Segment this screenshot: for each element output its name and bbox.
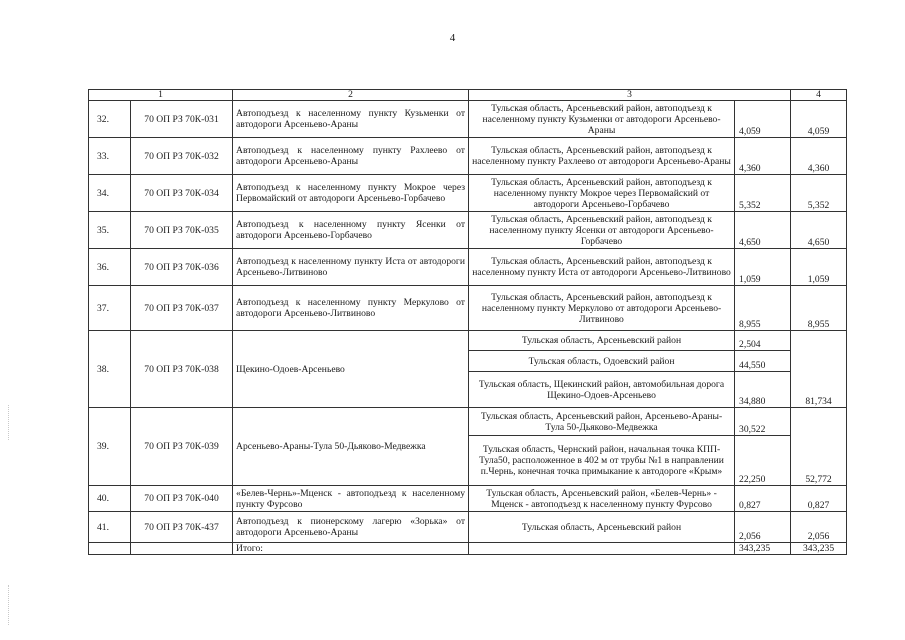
road-location: Тульская область, Арсеньевский район, «Белев-Чернь» - Мценск - автоподъезд к населенному пункту Фурсово (469, 486, 735, 512)
road-total-length: 0,827 (791, 486, 847, 512)
road-total-length: 4,360 (791, 138, 847, 175)
segment-length: 30,522 (735, 408, 791, 436)
segment-length: 44,550 (735, 351, 791, 372)
segment-length: 4,650 (735, 212, 791, 249)
table-row (89, 331, 847, 351)
table-row (89, 175, 847, 212)
column-header: 1 (89, 90, 233, 101)
total-road-sum: 343,235 (791, 543, 847, 555)
row-number: 32. (89, 101, 131, 138)
table-header-row (89, 90, 847, 101)
row-number: 34. (89, 175, 131, 212)
road-location: Тульская область, Арсеньевский район (469, 512, 735, 543)
segment-length: 34,880 (735, 372, 791, 408)
road-location: Тульская область, Одоевский район (469, 351, 735, 372)
road-name: Автоподъезд к населенному пункту Рахлеево от автодороги Арсеньево-Араны (233, 138, 469, 175)
road-name: Автоподъезд к пионерскому лагерю «Зорька» от автодороги Арсеньево-Араны (233, 512, 469, 543)
segment-length: 4,059 (735, 101, 791, 138)
total-label: Итого: (233, 543, 469, 555)
road-code: 70 ОП РЗ 70К-034 (131, 175, 233, 212)
row-number: 35. (89, 212, 131, 249)
row-number: 36. (89, 249, 131, 286)
total-empty-cell (89, 543, 131, 555)
segment-length: 5,352 (735, 175, 791, 212)
row-number: 37. (89, 286, 131, 331)
road-name: Автоподъезд к населенному пункту Меркулово от автодороги Арсеньево-Литвиново (233, 286, 469, 331)
road-location: Тульская область, Арсеньевский район, автоподъезд к населенному пункту Иста от автодороги Арсеньево-Литвиново (469, 249, 735, 286)
row-number: 39. (89, 408, 131, 486)
road-location: Тульская область, Арсеньевский район, автоподъезд к населенному пункту Ясенки от автодороги Арсеньево-Горбачево (469, 212, 735, 249)
table-row (89, 249, 847, 286)
column-header: 2 (233, 90, 469, 101)
road-code: 70 ОП РЗ 70К-036 (131, 249, 233, 286)
column-header: 3 (469, 90, 791, 101)
segment-length: 2,056 (735, 512, 791, 543)
road-total-length: 81,734 (791, 331, 847, 408)
road-total-length: 4,650 (791, 212, 847, 249)
table-row (89, 486, 847, 512)
table-row (89, 212, 847, 249)
row-number: 40. (89, 486, 131, 512)
road-code: 70 ОП РЗ 70К-039 (131, 408, 233, 486)
row-number: 38. (89, 331, 131, 408)
road-name: Автоподъезд к населенному пункту Кузьменки от автодороги Арсеньево-Араны (233, 101, 469, 138)
segment-length: 8,955 (735, 286, 791, 331)
road-code: 70 ОП РЗ 70К-037 (131, 286, 233, 331)
road-name: Автоподъезд к населенному пункту Иста от автодороги Арсеньево-Литвиново (233, 249, 469, 286)
road-name: Автоподъезд к населенному пункту Мокрое через Первомайский от автодороги Арсеньево-Горбачево (233, 175, 469, 212)
table-row (89, 138, 847, 175)
road-location: Тульская область, Чернский район, начальная точка КПП-Тула50, расположенное в 402 м от трубы №1 в направлении п.Чернь, конечная точка примыкание к автодороге «Крым» (469, 436, 735, 486)
road-code: 70 ОП РЗ 70К-040 (131, 486, 233, 512)
row-number: 33. (89, 138, 131, 175)
road-name: Щекино-Одоев-Арсеньево (233, 331, 469, 408)
road-total-length: 2,056 (791, 512, 847, 543)
road-code: 70 ОП РЗ 70К-035 (131, 212, 233, 249)
road-code: 70 ОП РЗ 70К-032 (131, 138, 233, 175)
road-code: 70 ОП РЗ 70К-031 (131, 101, 233, 138)
total-length-sum: 343,235 (735, 543, 791, 555)
segment-length: 2,504 (735, 331, 791, 351)
road-location: Тульская область, Арсеньевский район, автоподъезд к населенному пункту Кузьменки от автодороги Арсеньево-Араны (469, 101, 735, 138)
roads-table (88, 89, 847, 555)
column-header: 4 (791, 90, 847, 101)
road-total-length: 52,772 (791, 408, 847, 486)
road-location: Тульская область, Арсеньевский район (469, 331, 735, 351)
table-total-row (89, 543, 847, 555)
road-total-length: 8,955 (791, 286, 847, 331)
road-name: Арсеньево-Араны-Тула 50-Дьяково-Медвежка (233, 408, 469, 486)
road-name: «Белев-Чернь»-Мценск - автоподъезд к населенному пункту Фурсово (233, 486, 469, 512)
table-row (89, 286, 847, 331)
road-name: Автоподъезд к населенному пункту Ясенки от автодороги Арсеньево-Горбачево (233, 212, 469, 249)
road-code: 70 ОП РЗ 70К-437 (131, 512, 233, 543)
road-location: Тульская область, Щекинский район, автомобильная дорога Щекино-Одоев-Арсеньево (469, 372, 735, 408)
road-location: Тульская область, Арсеньевский район, автоподъезд к населенному пункту Рахлеево от автодороги Арсеньево-Араны (469, 138, 735, 175)
table-row (89, 408, 847, 436)
table-row (89, 101, 847, 138)
road-location: Тульская область, Арсеньевский район, автоподъезд к населенному пункту Меркулово от автодороги Арсеньево-Литвиново (469, 286, 735, 331)
segment-length: 0,827 (735, 486, 791, 512)
road-total-length: 1,059 (791, 249, 847, 286)
segment-length: 22,250 (735, 436, 791, 486)
segment-length: 1,059 (735, 249, 791, 286)
total-empty-cell (469, 543, 735, 555)
segment-length: 4,360 (735, 138, 791, 175)
total-empty-cell (131, 543, 233, 555)
row-number: 41. (89, 512, 131, 543)
road-total-length: 5,352 (791, 175, 847, 212)
scan-margin-mark (8, 405, 9, 440)
page-number: 4 (449, 32, 456, 44)
road-total-length: 4,059 (791, 101, 847, 138)
road-location: Тульская область, Арсеньевский район, Арсеньево-Араны-Тула 50-Дьяково-Медвежка (469, 408, 735, 436)
road-code: 70 ОП РЗ 70К-038 (131, 331, 233, 408)
scan-margin-mark (8, 585, 9, 625)
road-location: Тульская область, Арсеньевский район, автоподъезд к населенному пункту Мокрое через Первомайский от автодороги Арсеньево-Горбачево (469, 175, 735, 212)
table-row (89, 512, 847, 543)
